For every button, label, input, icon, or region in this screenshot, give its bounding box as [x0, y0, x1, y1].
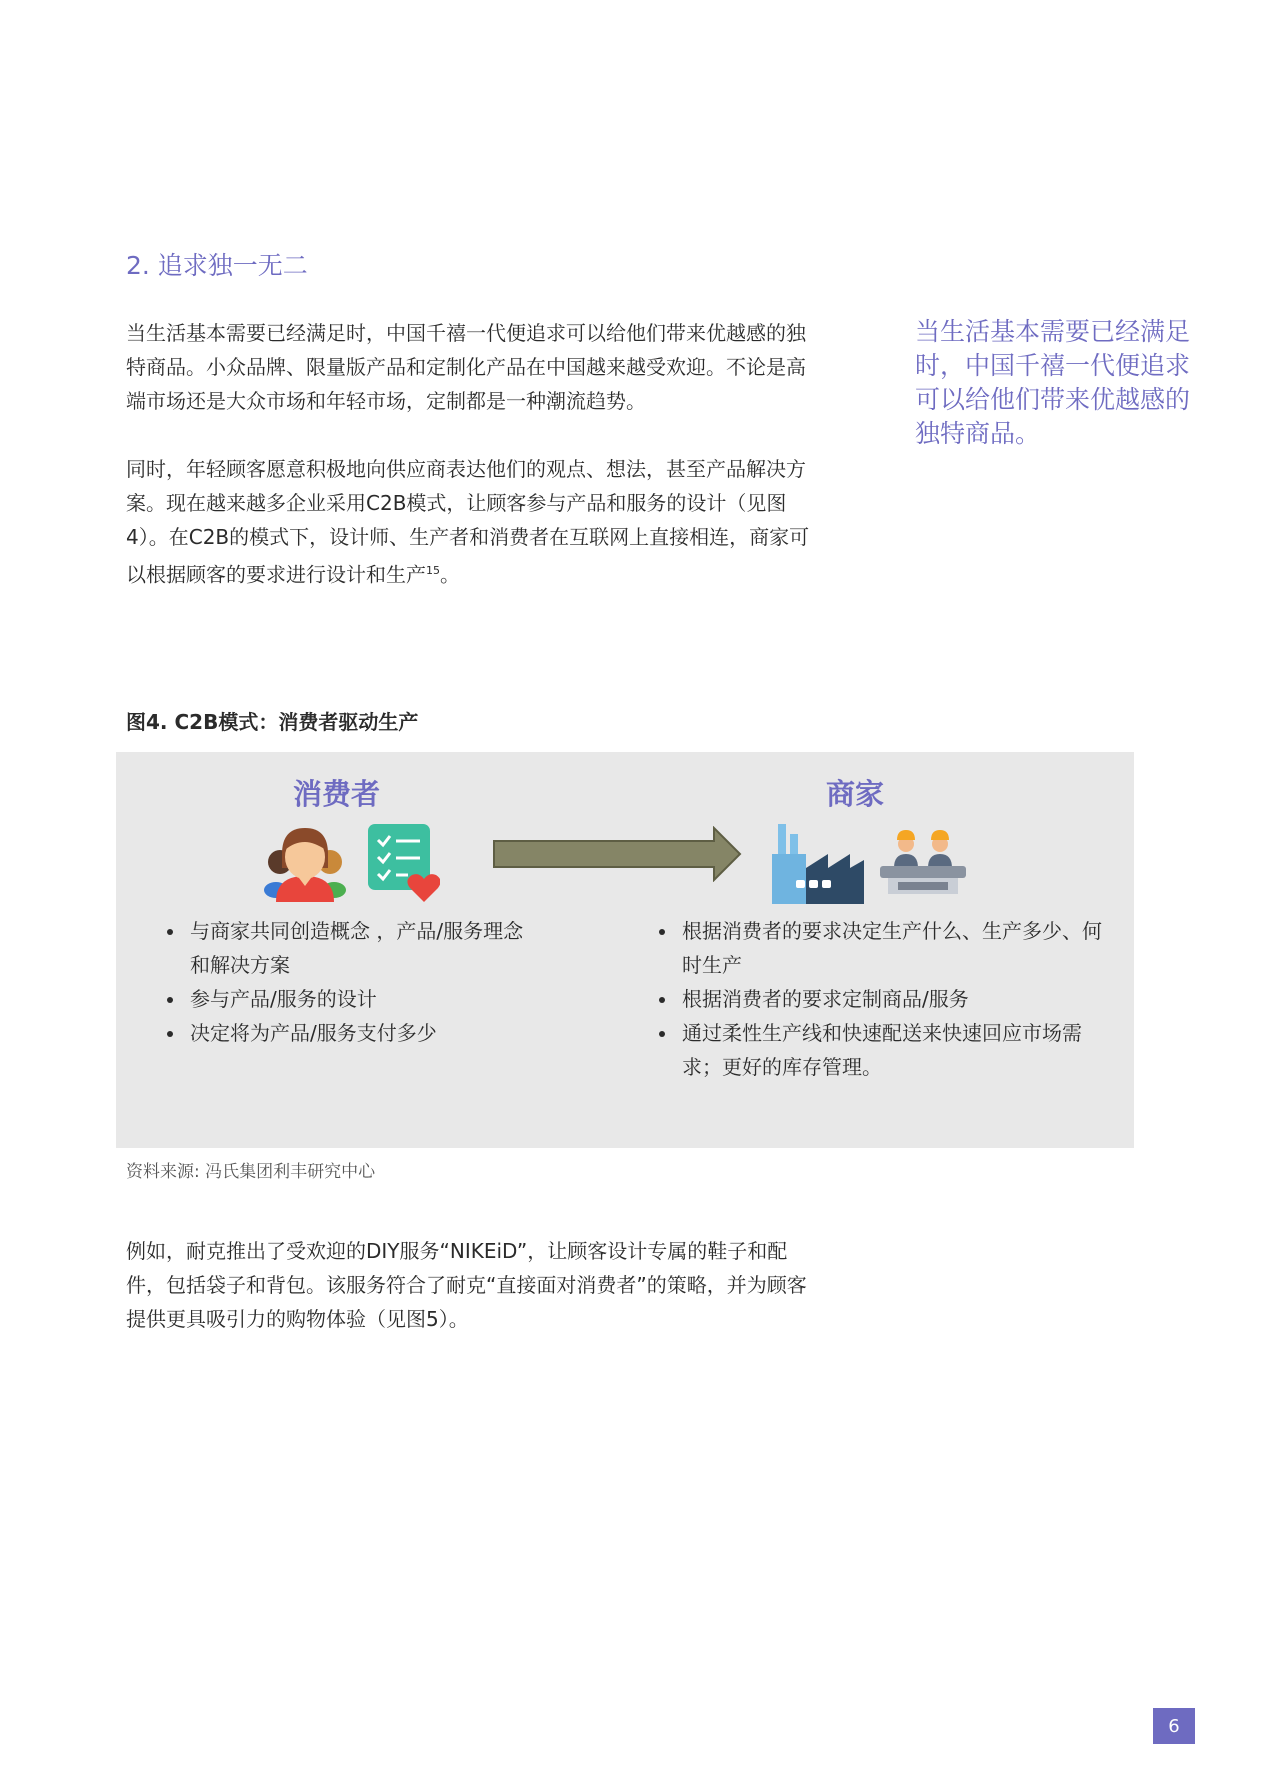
pull-quote: 当生活基本需要已经满足时，中国千禧一代便追求可以给他们带来优越感的独特商品。 — [915, 317, 1191, 448]
consumer-bullet: • 参与产品/服务的设计 — [186, 982, 541, 1016]
body-paragraph-3: 例如，耐克推出了受欢迎的DIY服务“NIKEiD”，让顾客设计专属的鞋子和配件，包括袋子和背包。该服务符合了耐克“直接面对消费者”的策略，并为顾客提供更具吸引力的购物体验（见图5）。 — [126, 1239, 807, 1331]
body-paragraph-2 — [126, 452, 816, 592]
consumer-bullet-list — [164, 914, 541, 1050]
body-paragraph-2-end: 。 — [440, 562, 460, 587]
merchant-bullet-list — [656, 914, 1118, 1084]
factory-icon — [772, 824, 864, 904]
right-arrow-icon — [492, 826, 742, 882]
consumer-bullet: • 决定将为产品/服务支付多少 — [186, 1016, 541, 1050]
merchant-bullet: • 根据消费者的要求决定生产什么、生产多少、何时生产 — [678, 914, 1118, 982]
page-number: 6 — [1153, 1708, 1195, 1744]
consumer-title: 消费者 — [293, 777, 381, 811]
figure-source: 资料来源: 冯氏集团利丰研究中心 — [126, 1162, 376, 1182]
body-paragraph-1: 当生活基本需要已经满足时，中国千禧一代便追求可以给他们带来优越感的独特商品。小众品牌、限量版产品和定制化产品在中国越来越受欢迎。不论是高端市场还是大众市场和年轻市场，定制都是一种潮流趋势。 — [126, 321, 806, 413]
body-paragraph-2-text: 同时，年轻顾客愿意积极地向供应商表达他们的观点、想法，甚至产品解决方案。现在越来越多企业采用C2B模式，让顾客参与产品和服务的设计（见图4）。在C2B的模式下，设计师、生产者和消费者在互联网上直接相连，商家可以根据顾客的要求进行设计和生产 — [126, 457, 810, 587]
merchant-title: 商家 — [826, 777, 885, 811]
merchant-bullet: • 根据消费者的要求定制商品/服务 — [678, 982, 1118, 1016]
merchant-bullet: • 通过柔性生产线和快速配送来快速回应市场需求；更好的库存管理。 — [678, 1016, 1118, 1084]
figure-caption: 图4. C2B模式：消费者驱动生产 — [126, 710, 419, 734]
footnote-ref: 15 — [426, 564, 440, 577]
figure-c2b-diagram — [116, 752, 1134, 1148]
section-title: 2. 追求独一无二 — [126, 251, 308, 280]
people-icon — [262, 824, 348, 902]
workers-icon — [878, 824, 968, 898]
checklist-heart-icon — [368, 824, 440, 904]
consumer-bullet: • 与商家共同创造概念 ，产品/服务理念和解决方案 — [186, 914, 541, 982]
